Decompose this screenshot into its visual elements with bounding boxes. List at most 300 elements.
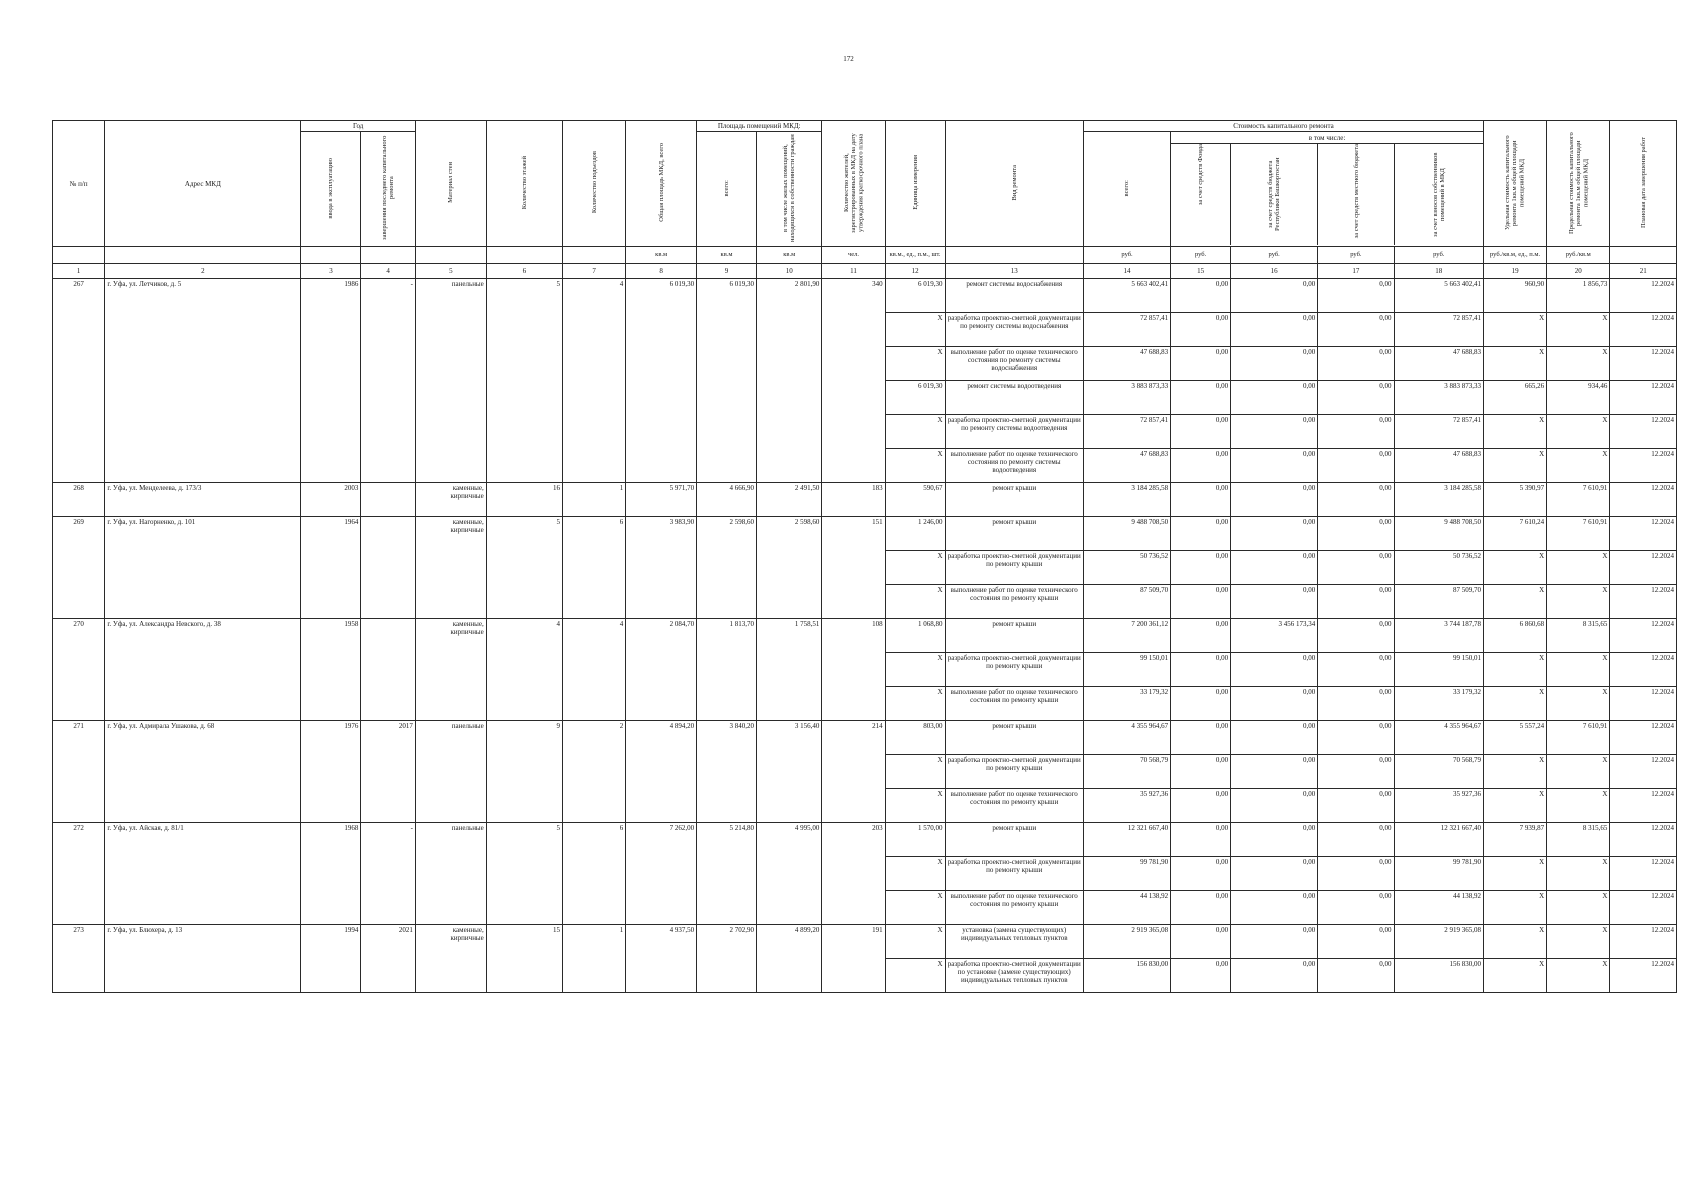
- table-row: [53, 449, 1677, 483]
- entrance-count: 6: [563, 517, 626, 551]
- cost-owners: 9 488 708,50: [1394, 517, 1483, 551]
- cost-owners: 99 150,01: [1394, 653, 1483, 687]
- building-number: 267: [53, 279, 105, 313]
- header-area-res: в том числе жилых помещений, находящихся в собственности граждан: [757, 132, 822, 247]
- max-cost: 7 610,91: [1547, 483, 1610, 517]
- area-residential: 2 801,90: [757, 279, 822, 313]
- area-all: [697, 551, 757, 585]
- max-cost: 934,46: [1547, 381, 1610, 415]
- cost-fund: 0,00: [1171, 381, 1231, 415]
- header-entrances: Количество подъездов: [563, 121, 626, 247]
- unit-cost: 6 860,68: [1483, 619, 1546, 653]
- cost-fund: 0,00: [1171, 925, 1231, 959]
- year-repair: [361, 619, 416, 653]
- column-number: 9: [697, 264, 757, 279]
- measure-value: X: [885, 891, 945, 925]
- unit-cell: чел.: [822, 247, 885, 264]
- resident-count: [822, 313, 885, 347]
- cost-total: 33 179,32: [1083, 687, 1170, 721]
- building-address: [105, 755, 301, 789]
- header-date: Плановая дата завершения работ: [1610, 121, 1677, 247]
- cost-owners: 3 744 187,78: [1394, 619, 1483, 653]
- resident-count: [822, 755, 885, 789]
- resident-count: [822, 653, 885, 687]
- work-type: ремонт крыши: [945, 619, 1083, 653]
- header-cost-total: всего:: [1083, 132, 1170, 247]
- area-all: 6 019,30: [697, 279, 757, 313]
- unit-cell: [486, 247, 562, 264]
- cost-owners: 70 568,79: [1394, 755, 1483, 789]
- area-residential: [757, 687, 822, 721]
- total-area: [626, 687, 697, 721]
- work-type: ремонт крыши: [945, 823, 1083, 857]
- area-all: [697, 449, 757, 483]
- area-all: [697, 891, 757, 925]
- resident-count: [822, 381, 885, 415]
- work-type: ремонт крыши: [945, 721, 1083, 755]
- entrance-count: [563, 755, 626, 789]
- area-all: [697, 687, 757, 721]
- floor-count: [486, 381, 562, 415]
- header-incl-label: в том числе:: [1171, 133, 1483, 144]
- wall-material: [415, 381, 486, 415]
- cost-owners: 99 781,90: [1394, 857, 1483, 891]
- area-residential: [757, 313, 822, 347]
- year-repair: -: [361, 279, 416, 313]
- header-area-group: Площадь помещений МКД:: [697, 121, 822, 132]
- floor-count: [486, 959, 562, 993]
- area-residential: 1 758,51: [757, 619, 822, 653]
- cost-fund: 0,00: [1171, 857, 1231, 891]
- work-type: выполнение работ по оценке технического состояния по ремонту крыши: [945, 891, 1083, 925]
- total-area: [626, 551, 697, 585]
- wall-material: [415, 347, 486, 381]
- column-number: 10: [757, 264, 822, 279]
- year-built: [301, 449, 361, 483]
- measure-value: X: [885, 313, 945, 347]
- cost-owners: 12 321 667,40: [1394, 823, 1483, 857]
- completion-date: 12.2024: [1610, 721, 1677, 755]
- measure-value: X: [885, 755, 945, 789]
- cost-fund: 0,00: [1171, 551, 1231, 585]
- cost-budget-rb: 0,00: [1231, 653, 1318, 687]
- floor-count: [486, 789, 562, 823]
- unit-cost: X: [1483, 585, 1546, 619]
- unit-cell: руб.: [1083, 247, 1170, 264]
- completion-date: 12.2024: [1610, 891, 1677, 925]
- cost-total: 7 200 361,12: [1083, 619, 1170, 653]
- unit-cost: X: [1483, 857, 1546, 891]
- wall-material: каменные, кирпичные: [415, 483, 486, 517]
- area-all: [697, 789, 757, 823]
- area-residential: 3 156,40: [757, 721, 822, 755]
- total-area: [626, 857, 697, 891]
- year-built: [301, 653, 361, 687]
- total-area: [626, 415, 697, 449]
- unit-cost: X: [1483, 415, 1546, 449]
- column-number: 16: [1231, 264, 1318, 279]
- cost-total: 9 488 708,50: [1083, 517, 1170, 551]
- cost-owners: 87 509,70: [1394, 585, 1483, 619]
- area-residential: 4 995,00: [757, 823, 822, 857]
- cost-fund: 0,00: [1171, 415, 1231, 449]
- building-address: г. Уфа, ул. Александра Невского, д. 38: [105, 619, 301, 653]
- work-type: разработка проектно-сметной документации по ремонту системы водоотведения: [945, 415, 1083, 449]
- cost-total: 44 138,92: [1083, 891, 1170, 925]
- cost-fund: 0,00: [1171, 313, 1231, 347]
- year-built: [301, 415, 361, 449]
- entrance-count: 4: [563, 279, 626, 313]
- year-repair: [361, 959, 416, 993]
- wall-material: панельные: [415, 823, 486, 857]
- cost-budget-rb: 3 456 173,34: [1231, 619, 1318, 653]
- cost-owners: 5 663 402,41: [1394, 279, 1483, 313]
- unit-cost: 960,90: [1483, 279, 1546, 313]
- cost-budget-local: 0,00: [1318, 347, 1394, 381]
- cost-total: 3 184 285,58: [1083, 483, 1170, 517]
- unit-cost: X: [1483, 551, 1546, 585]
- building-number: 269: [53, 517, 105, 551]
- building-address: [105, 347, 301, 381]
- cost-owners: 47 688,83: [1394, 449, 1483, 483]
- header-unit: Единица измерения: [885, 121, 945, 247]
- table-row: [53, 687, 1677, 721]
- column-number: 3: [301, 264, 361, 279]
- area-all: 2 598,60: [697, 517, 757, 551]
- cost-total: 47 688,83: [1083, 449, 1170, 483]
- entrance-count: [563, 687, 626, 721]
- cost-total: 50 736,52: [1083, 551, 1170, 585]
- building-number: [53, 347, 105, 381]
- building-address: [105, 415, 301, 449]
- work-type: разработка проектно-сметной документации по ремонту крыши: [945, 551, 1083, 585]
- floor-count: 5: [486, 517, 562, 551]
- entrance-count: 1: [563, 483, 626, 517]
- floor-count: [486, 551, 562, 585]
- entrance-count: [563, 789, 626, 823]
- cost-fund: 0,00: [1171, 959, 1231, 993]
- entrance-count: 4: [563, 619, 626, 653]
- year-repair: [361, 313, 416, 347]
- unit-cell: кв.м: [626, 247, 697, 264]
- cost-budget-rb: 0,00: [1231, 687, 1318, 721]
- entrance-count: [563, 585, 626, 619]
- resident-count: [822, 585, 885, 619]
- column-number: 1: [53, 264, 105, 279]
- floor-count: [486, 415, 562, 449]
- floor-count: [486, 313, 562, 347]
- entrance-count: 6: [563, 823, 626, 857]
- year-built: [301, 857, 361, 891]
- floor-count: 15: [486, 925, 562, 959]
- cost-owners: 2 919 365,08: [1394, 925, 1483, 959]
- table-row: [53, 959, 1677, 993]
- completion-date: 12.2024: [1610, 279, 1677, 313]
- cost-budget-local: 0,00: [1318, 653, 1394, 687]
- measure-value: X: [885, 347, 945, 381]
- unit-cell: [53, 247, 105, 264]
- column-number: 14: [1083, 264, 1170, 279]
- header-area-all: всего:: [697, 132, 757, 247]
- cost-owners: 3 883 873,33: [1394, 381, 1483, 415]
- unit-cell: [105, 247, 301, 264]
- cost-budget-rb: 0,00: [1231, 925, 1318, 959]
- max-cost: X: [1547, 347, 1610, 381]
- cost-budget-local: 0,00: [1318, 857, 1394, 891]
- total-area: [626, 653, 697, 687]
- wall-material: [415, 653, 486, 687]
- resident-count: 203: [822, 823, 885, 857]
- year-built: [301, 585, 361, 619]
- wall-material: [415, 415, 486, 449]
- building-number: [53, 653, 105, 687]
- year-built: 1986: [301, 279, 361, 313]
- cost-owners: 72 857,41: [1394, 415, 1483, 449]
- cost-owners: 4 355 964,67: [1394, 721, 1483, 755]
- area-all: [697, 381, 757, 415]
- year-built: [301, 789, 361, 823]
- area-all: [697, 347, 757, 381]
- area-all: [697, 415, 757, 449]
- unit-cell: [563, 247, 626, 264]
- year-repair: [361, 517, 416, 551]
- unit-cell: руб.: [1171, 247, 1231, 264]
- cost-fund: 0,00: [1171, 347, 1231, 381]
- work-type: ремонт системы водоотведения: [945, 381, 1083, 415]
- wall-material: каменные, кирпичные: [415, 517, 486, 551]
- total-area: [626, 347, 697, 381]
- resident-count: [822, 551, 885, 585]
- unit-cost: X: [1483, 789, 1546, 823]
- column-number: 15: [1171, 264, 1231, 279]
- table-row: [53, 517, 1677, 551]
- table-row: [53, 789, 1677, 823]
- column-number: 8: [626, 264, 697, 279]
- resident-count: [822, 347, 885, 381]
- measure-value: X: [885, 789, 945, 823]
- header-total-area: Общая площадь МКД, всего: [626, 121, 697, 247]
- cost-budget-local: 0,00: [1318, 925, 1394, 959]
- measure-value: 803,00: [885, 721, 945, 755]
- cost-budget-local: 0,00: [1318, 279, 1394, 313]
- floor-count: [486, 347, 562, 381]
- measure-value: 1 068,80: [885, 619, 945, 653]
- table-row: [53, 721, 1677, 755]
- year-built: 1994: [301, 925, 361, 959]
- year-repair: [361, 551, 416, 585]
- cost-total: 35 927,36: [1083, 789, 1170, 823]
- year-built: 1958: [301, 619, 361, 653]
- entrance-count: [563, 347, 626, 381]
- completion-date: 12.2024: [1610, 381, 1677, 415]
- total-area: 4 937,50: [626, 925, 697, 959]
- resident-count: 340: [822, 279, 885, 313]
- column-number: 13: [945, 264, 1083, 279]
- completion-date: 12.2024: [1610, 347, 1677, 381]
- year-built: [301, 347, 361, 381]
- total-area: [626, 381, 697, 415]
- completion-date: 12.2024: [1610, 517, 1677, 551]
- cost-budget-rb: 0,00: [1231, 823, 1318, 857]
- max-cost: X: [1547, 415, 1610, 449]
- cost-budget-rb: 0,00: [1231, 449, 1318, 483]
- header-unit-cost: Удельная стоимость капитального ремонта 1кв.м общей площади помещений МКД: [1483, 121, 1546, 247]
- measure-value: X: [885, 415, 945, 449]
- cost-owners: 156 830,00: [1394, 959, 1483, 993]
- table-row: [53, 483, 1677, 517]
- year-repair: [361, 789, 416, 823]
- unit-cost: X: [1483, 449, 1546, 483]
- area-residential: [757, 755, 822, 789]
- cost-budget-local: 0,00: [1318, 551, 1394, 585]
- table-row: [53, 755, 1677, 789]
- completion-date: 12.2024: [1610, 585, 1677, 619]
- building-number: [53, 585, 105, 619]
- total-area: [626, 959, 697, 993]
- max-cost: X: [1547, 755, 1610, 789]
- wall-material: [415, 313, 486, 347]
- column-number: 19: [1483, 264, 1546, 279]
- building-address: г. Уфа, ул. Менделеева, д. 173/3: [105, 483, 301, 517]
- column-number: 18: [1394, 264, 1483, 279]
- unit-cost: X: [1483, 925, 1546, 959]
- entrance-count: [563, 551, 626, 585]
- year-repair: [361, 585, 416, 619]
- cost-budget-rb: 0,00: [1231, 551, 1318, 585]
- resident-count: [822, 891, 885, 925]
- work-type: ремонт крыши: [945, 483, 1083, 517]
- cost-budget-local: 0,00: [1318, 721, 1394, 755]
- cost-budget-local: 0,00: [1318, 483, 1394, 517]
- unit-cell: руб.: [1394, 247, 1483, 264]
- building-number: 270: [53, 619, 105, 653]
- total-area: [626, 313, 697, 347]
- building-number: [53, 891, 105, 925]
- year-repair: [361, 891, 416, 925]
- building-address: [105, 313, 301, 347]
- building-address: [105, 653, 301, 687]
- entrance-count: [563, 415, 626, 449]
- capital-repair-table: [52, 120, 1677, 993]
- measure-value: X: [885, 687, 945, 721]
- building-address: г. Уфа, ул. Блюхера, д. 13: [105, 925, 301, 959]
- cost-fund: 0,00: [1171, 891, 1231, 925]
- cost-total: 3 883 873,33: [1083, 381, 1170, 415]
- measure-value: X: [885, 653, 945, 687]
- floor-count: 4: [486, 619, 562, 653]
- completion-date: 12.2024: [1610, 857, 1677, 891]
- unit-cost: X: [1483, 959, 1546, 993]
- floor-count: [486, 687, 562, 721]
- cost-budget-local: 0,00: [1318, 313, 1394, 347]
- cost-budget-local: 0,00: [1318, 959, 1394, 993]
- work-type: разработка проектно-сметной документации по ремонту системы водоснабжения: [945, 313, 1083, 347]
- completion-date: 12.2024: [1610, 449, 1677, 483]
- header-budget-rb: за счет средств бюджета Республики Башкортостан: [1231, 144, 1318, 245]
- header-residents: Количество жителей, зарегистрированных в МКД на дату утверждения краткосрочного плана: [822, 121, 885, 247]
- year-repair: -: [361, 823, 416, 857]
- building-address: [105, 449, 301, 483]
- area-all: [697, 653, 757, 687]
- cost-total: 72 857,41: [1083, 415, 1170, 449]
- area-residential: [757, 415, 822, 449]
- building-number: [53, 687, 105, 721]
- entrance-count: [563, 449, 626, 483]
- area-all: [697, 313, 757, 347]
- cost-budget-rb: 0,00: [1231, 585, 1318, 619]
- area-residential: [757, 551, 822, 585]
- total-area: 5 971,70: [626, 483, 697, 517]
- total-area: [626, 755, 697, 789]
- header-floors: Количество этажей: [486, 121, 562, 247]
- floor-count: 9: [486, 721, 562, 755]
- resident-count: 183: [822, 483, 885, 517]
- total-area: 7 262,00: [626, 823, 697, 857]
- cost-total: 5 663 402,41: [1083, 279, 1170, 313]
- entrance-count: [563, 959, 626, 993]
- year-built: 1976: [301, 721, 361, 755]
- header-budget-local: за счет средств местного бюджета: [1318, 144, 1394, 245]
- unit-cell: [415, 247, 486, 264]
- header-wall: Материал стен: [415, 121, 486, 247]
- building-number: 272: [53, 823, 105, 857]
- completion-date: 12.2024: [1610, 619, 1677, 653]
- completion-date: 12.2024: [1610, 313, 1677, 347]
- cost-total: 99 781,90: [1083, 857, 1170, 891]
- cost-fund: 0,00: [1171, 823, 1231, 857]
- area-all: [697, 755, 757, 789]
- column-number: 4: [361, 264, 416, 279]
- cost-budget-rb: 0,00: [1231, 517, 1318, 551]
- unit-cell: [945, 247, 1083, 264]
- work-type: выполнение работ по оценке технического состояния по ремонту системы водоснабжения: [945, 347, 1083, 381]
- cost-fund: 0,00: [1171, 517, 1231, 551]
- cost-fund: 0,00: [1171, 755, 1231, 789]
- cost-owners: 33 179,32: [1394, 687, 1483, 721]
- area-residential: [757, 585, 822, 619]
- unit-cell: кв.м: [757, 247, 822, 264]
- work-type: разработка проектно-сметной документации по ремонту крыши: [945, 755, 1083, 789]
- cost-fund: 0,00: [1171, 585, 1231, 619]
- max-cost: X: [1547, 653, 1610, 687]
- column-number: 6: [486, 264, 562, 279]
- cost-owners: 50 736,52: [1394, 551, 1483, 585]
- resident-count: [822, 959, 885, 993]
- measure-value: 6 019,30: [885, 279, 945, 313]
- year-repair: [361, 415, 416, 449]
- max-cost: X: [1547, 857, 1610, 891]
- year-built: 1964: [301, 517, 361, 551]
- cost-total: 70 568,79: [1083, 755, 1170, 789]
- floor-count: 5: [486, 823, 562, 857]
- area-residential: [757, 449, 822, 483]
- work-type: ремонт системы водоснабжения: [945, 279, 1083, 313]
- max-cost: 7 610,91: [1547, 517, 1610, 551]
- cost-budget-rb: 0,00: [1231, 279, 1318, 313]
- wall-material: [415, 789, 486, 823]
- year-built: [301, 755, 361, 789]
- year-repair: [361, 755, 416, 789]
- table-row: [53, 857, 1677, 891]
- work-type: разработка проектно-сметной документации по ремонту крыши: [945, 857, 1083, 891]
- building-number: 271: [53, 721, 105, 755]
- cost-budget-local: 0,00: [1318, 789, 1394, 823]
- cost-owners: 44 138,92: [1394, 891, 1483, 925]
- area-all: 3 840,20: [697, 721, 757, 755]
- column-number: 17: [1318, 264, 1394, 279]
- work-type: разработка проектно-сметной документации по установке (замене существующих) индивидуальных тепловых пунктов: [945, 959, 1083, 993]
- cost-total: 72 857,41: [1083, 313, 1170, 347]
